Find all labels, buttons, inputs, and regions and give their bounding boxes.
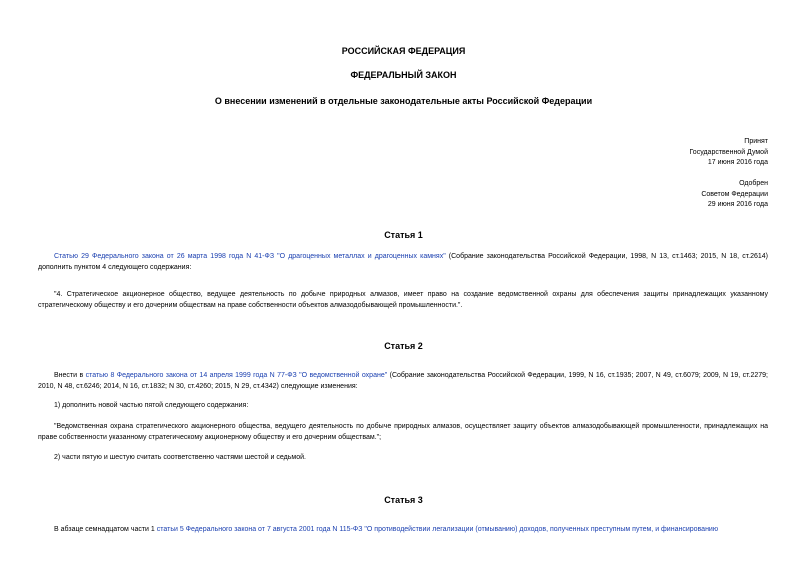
- approved-line2: Советом Федерации: [701, 190, 768, 198]
- adopted-line3: 17 июня 2016 года: [707, 159, 768, 166]
- adopted-block: [689, 137, 768, 169]
- adopted-line2: Государственной Думой: [689, 148, 768, 156]
- approved-line1: Одобрен: [739, 180, 768, 187]
- article-1-paragraph-1-text: (Собрание законодательства Российской Федерации, 1998, N 13, ст.1463; 2015, N 18, ст.2614) дополнить пунктом 4 следующего содержания:: [38, 253, 768, 271]
- article-2-paragraph-3: "Ведомственная охрана стратегического акционерного общества, ведущего деятельность по добыче природных алмазов, осуществляет защиту объектов алмазодобывающей промышленности, принадлежащих на праве собственности указанному стратегическому акционерному обществу и его дочерним обществам.";: [38, 423, 768, 441]
- law-41-fz-link[interactable]: Статью 29 Федерального закона от 26 марта 1998 года N 41-ФЗ "О драгоценных металлах и драгоценных камнях": [54, 253, 446, 260]
- article-1-paragraph-1: [38, 252, 768, 273]
- law-title: О внесении изменений в отдельные законодательные акты Российской Федерации: [214, 96, 593, 106]
- article-2-paragraph-1: [38, 371, 768, 392]
- law-77-fz-link[interactable]: статью 8 Федерального закона от 14 апреля 1999 года N 77-ФЗ "О ведомственной охране": [85, 372, 388, 379]
- article-2-paragraph-4: 2) части пятую и шестую считать соответственно частями шестой и седьмой.: [54, 454, 306, 461]
- doc-type-heading: ФЕДЕРАЛЬНЫЙ ЗАКОН: [350, 70, 457, 80]
- article-1-paragraph-2: "4. Стратегическое акционерное общество, ведущее деятельность по добыче природных алмазов, имеет право на создание ведомственной охраны для обеспечения защиты принадлежащих указанному стратегическому обществу и его дочерним обществам на праве собственности объектов алмазодобывающей промышленности.".: [38, 291, 768, 309]
- country-heading: РОССИЙСКАЯ ФЕДЕРАЦИЯ: [341, 46, 466, 56]
- adopted-line1: Принят: [744, 138, 768, 145]
- article-3-heading: Статья 3: [384, 495, 423, 505]
- article-2-paragraph-1-pre: Внести в: [54, 372, 86, 379]
- law-115-fz-link[interactable]: статьи 5 Федерального закона от 7 августа 2001 года N 115-ФЗ "О противодействии легализации (отмыванию) доходов, полученных преступным путем, и финансированию: [156, 526, 719, 533]
- article-2-heading: Статья 2: [384, 341, 423, 351]
- article-3-paragraph-1-pre: В абзаце семнадцатом части 1: [54, 526, 157, 533]
- approved-line3: 29 июня 2016 года: [707, 201, 768, 208]
- article-2-paragraph-1-text: (Собрание законодательства Российской Федерации, 1999, N 16, ст.1935; 2007, N 49, ст.6079; 2009, N 19, ст.2279; 2010, N 48, ст.6246; 2014, N 16, ст.1832; N 30, ст.4260; 2015, N 29, ст.4342) следующие изменения:: [38, 372, 769, 390]
- article-3-paragraph-1: [38, 525, 768, 536]
- approved-block: [701, 179, 768, 211]
- article-2-paragraph-2: 1) дополнить новой частью пятой следующего содержания:: [54, 402, 249, 409]
- article-1-heading: Статья 1: [384, 230, 423, 240]
